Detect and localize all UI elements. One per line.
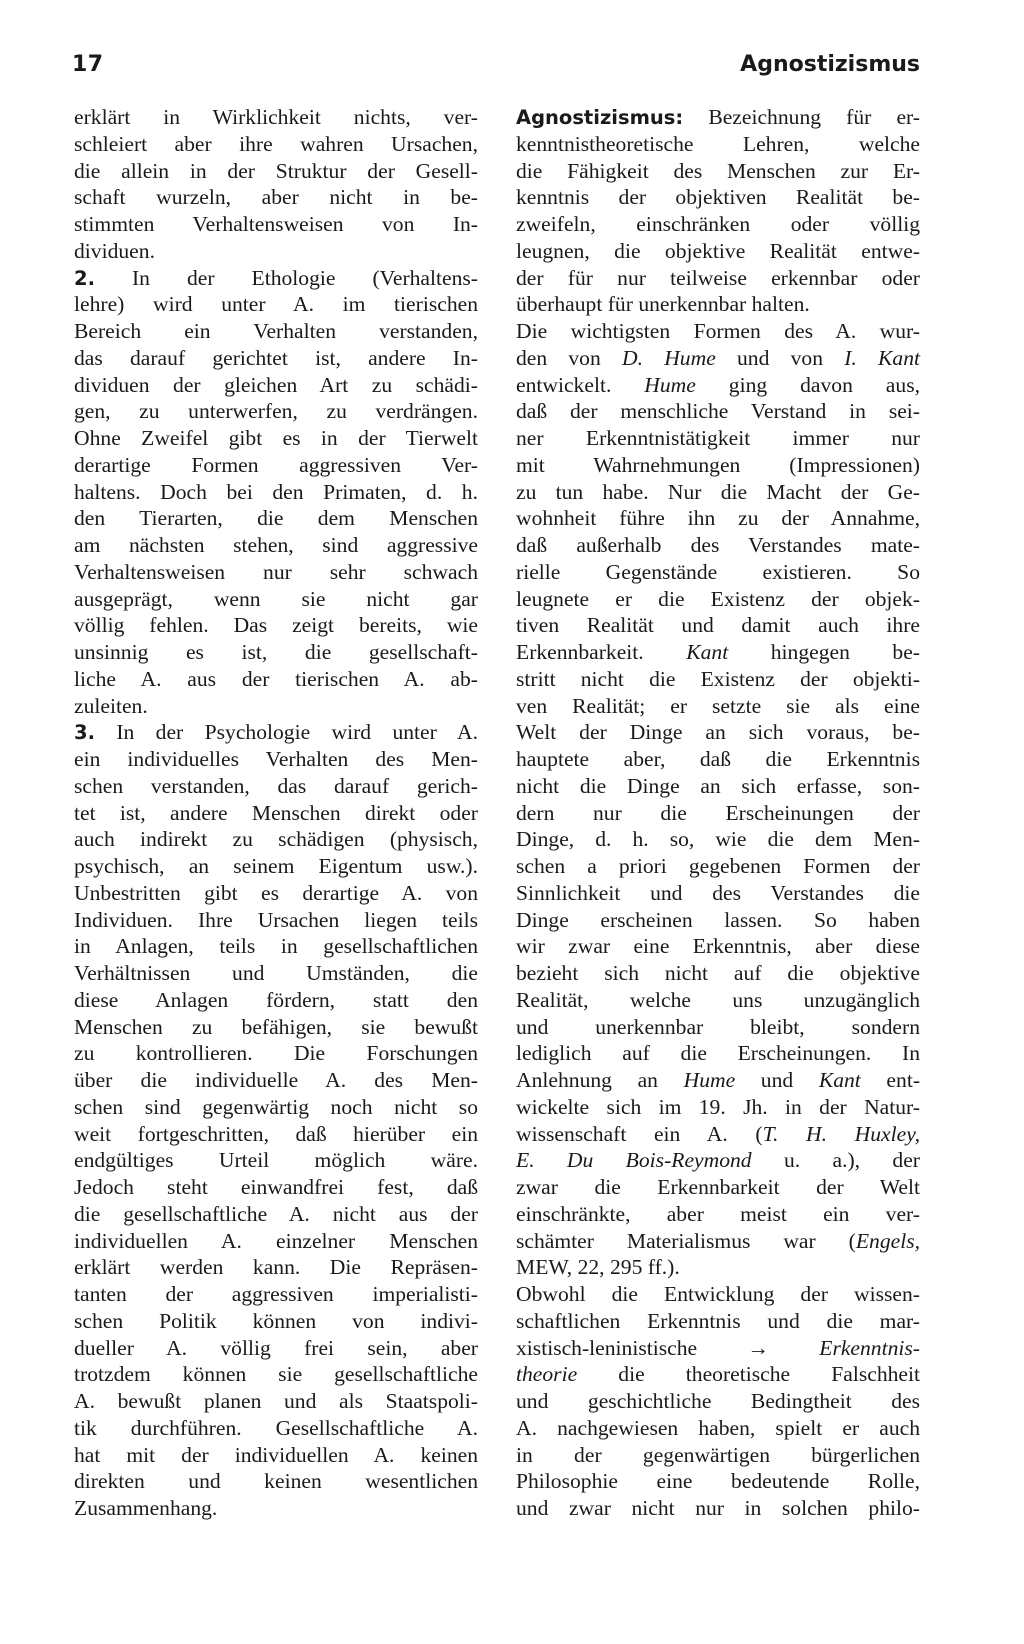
text-run: In der Ethologie (Verhaltens- bbox=[94, 265, 478, 290]
text-run: A. bewußt planen und als Staatspoli- bbox=[74, 1389, 478, 1413]
text-run: in der gegenwärtigen bürgerlichen bbox=[516, 1442, 920, 1467]
text-line bbox=[74, 1281, 478, 1308]
text-run: wohnheit führe ihn zu der Annahme, bbox=[516, 506, 920, 531]
text-line bbox=[74, 372, 478, 399]
text-line bbox=[516, 1361, 920, 1388]
text-run: Bezeichnung für er- bbox=[683, 105, 920, 129]
text-run: Ohne Zweifel gibt es in der Tierwelt bbox=[74, 426, 478, 450]
text-run: Dinge, d. h. so, wie die dem Men- bbox=[516, 827, 920, 852]
text-run: auch indirekt zu schädigen (physisch, bbox=[74, 827, 478, 852]
text-line bbox=[516, 933, 920, 960]
italic-text: Engels, bbox=[855, 1228, 920, 1253]
text-line bbox=[74, 773, 478, 800]
text-run: Bereich ein Verhalten verstanden, bbox=[74, 319, 478, 343]
text-line bbox=[74, 1415, 478, 1442]
text-line bbox=[74, 345, 478, 372]
text-line bbox=[74, 826, 478, 853]
text-line bbox=[516, 1067, 920, 1094]
text-line bbox=[516, 184, 920, 211]
text-line bbox=[74, 1308, 478, 1335]
text-run: wickelte sich im 19. Jh. in der Natur- bbox=[516, 1094, 920, 1119]
text-run: die theoretische Falschheit bbox=[577, 1362, 920, 1387]
italic-text: T. H. Huxley, bbox=[762, 1121, 920, 1146]
text-run: trotzdem können sie gesellschaftliche bbox=[74, 1362, 478, 1387]
bold-text: Agnostizismus: bbox=[516, 106, 684, 129]
text-run: lediglich auf die Erscheinungen. In bbox=[516, 1041, 920, 1066]
left-column bbox=[74, 104, 478, 1522]
text-line bbox=[74, 1388, 478, 1415]
text-line bbox=[74, 639, 478, 666]
text-run: leugnete er die Existenz der objek- bbox=[516, 586, 920, 611]
text-run: und geschichtliche Bedingtheit des bbox=[516, 1389, 920, 1413]
text-run: dividuen der gleichen Art zu schädi- bbox=[74, 372, 478, 397]
text-run: endgültiges Urteil möglich wäre. bbox=[74, 1148, 478, 1173]
text-line bbox=[74, 238, 478, 265]
text-run: schen verstanden, das darauf gerich- bbox=[74, 773, 478, 798]
text-line bbox=[74, 1201, 478, 1228]
text-run: Obwohl die Entwicklung der wissen- bbox=[516, 1282, 920, 1306]
text-line bbox=[516, 987, 920, 1014]
text-line bbox=[516, 693, 920, 720]
text-run: unsinnig es ist, die gesellschaft- bbox=[74, 640, 478, 664]
text-run: ent- bbox=[860, 1068, 921, 1092]
text-run: In der Psychologie wird unter A. bbox=[94, 720, 478, 745]
text-line bbox=[516, 398, 920, 425]
text-line bbox=[516, 880, 920, 907]
text-line bbox=[74, 425, 478, 452]
text-run: hat mit der individuellen A. keinen bbox=[74, 1442, 478, 1467]
text-line bbox=[74, 479, 478, 506]
text-run: Die wichtigsten Formen des A. wur- bbox=[516, 319, 920, 343]
text-line bbox=[74, 532, 478, 559]
text-run: überhaupt für unerkennbar halten. bbox=[516, 292, 810, 317]
text-run: entwickelt. bbox=[516, 372, 645, 397]
text-run: xistisch-leninistische → bbox=[516, 1335, 820, 1360]
text-run: zu kontrollieren. Die Forschungen bbox=[74, 1041, 478, 1066]
text-run: der für nur teilweise erkennbar oder bbox=[516, 265, 920, 290]
text-run: Philosophie eine bedeutende Rolle, bbox=[516, 1469, 920, 1494]
text-run: MEW, 22, 295 ff.). bbox=[516, 1255, 680, 1280]
text-run: weit fortgeschritten, daß hierüber ein bbox=[74, 1121, 478, 1146]
text-line bbox=[516, 1308, 920, 1335]
page-number: 17 bbox=[72, 52, 104, 77]
italic-text: Kant bbox=[686, 640, 729, 664]
text-line bbox=[516, 612, 920, 639]
text-line bbox=[516, 800, 920, 827]
italic-text: Kant bbox=[818, 1068, 861, 1092]
text-run: ging davon aus, bbox=[695, 372, 920, 397]
text-line bbox=[516, 1442, 920, 1469]
text-line bbox=[74, 1468, 478, 1495]
text-run: tanten der aggressiven imperialisti- bbox=[74, 1282, 478, 1306]
text-run: schämter Materialismus war ( bbox=[516, 1228, 856, 1253]
text-line bbox=[74, 1495, 478, 1522]
text-line bbox=[74, 104, 478, 131]
text-line bbox=[74, 800, 478, 827]
text-run: schaftlichen Erkenntnis und die mar- bbox=[516, 1308, 920, 1333]
text-run: erklärt in Wirklichkeit nichts, ver- bbox=[74, 105, 478, 129]
bold-text: 3. bbox=[74, 721, 95, 745]
text-line bbox=[74, 559, 478, 586]
text-run: rielle Gegenstände existieren. So bbox=[516, 559, 920, 584]
text-line bbox=[74, 158, 478, 185]
text-run: und zwar nicht nur in solchen philo- bbox=[516, 1496, 920, 1520]
italic-text: Erkenntnis- bbox=[819, 1335, 920, 1360]
text-line bbox=[74, 265, 478, 292]
running-title: Agnostizismus bbox=[740, 52, 920, 77]
text-line bbox=[516, 1040, 920, 1067]
text-run: Jedoch steht einwandfrei fest, daß bbox=[74, 1175, 478, 1199]
text-run: psychisch, an seinem Eigentum usw.). bbox=[74, 854, 478, 878]
text-line bbox=[516, 1495, 920, 1522]
text-run: und unerkennbar bleibt, sondern bbox=[516, 1014, 920, 1039]
italic-text: theorie bbox=[516, 1362, 578, 1387]
text-line bbox=[74, 1335, 478, 1362]
text-run: daß außerhalb des Verstandes mate- bbox=[516, 533, 920, 557]
text-line bbox=[516, 158, 920, 185]
text-line bbox=[516, 1281, 920, 1308]
text-run: am nächsten stehen, sind aggressive bbox=[74, 533, 478, 557]
text-run: und bbox=[735, 1068, 819, 1092]
text-run: liche A. aus der tierischen A. ab- bbox=[74, 666, 478, 691]
text-run: diese Anlagen fördern, statt den bbox=[74, 987, 478, 1012]
text-line bbox=[516, 505, 920, 532]
text-line bbox=[74, 987, 478, 1014]
text-line bbox=[74, 1040, 478, 1067]
text-run: u. a.), der bbox=[751, 1148, 920, 1173]
text-line bbox=[516, 559, 920, 586]
text-run: dividuen. bbox=[74, 238, 155, 263]
text-run: den von bbox=[516, 345, 622, 370]
text-run: ausgeprägt, wenn sie nicht gar bbox=[74, 586, 478, 611]
text-line bbox=[516, 479, 920, 506]
text-line bbox=[74, 1121, 478, 1148]
text-run: Zusammenhang. bbox=[74, 1496, 218, 1520]
text-line bbox=[74, 853, 478, 880]
text-line bbox=[516, 532, 920, 559]
italic-text: Hume bbox=[683, 1068, 736, 1092]
text-run: ein individuelles Verhalten des Men- bbox=[74, 747, 478, 771]
text-run: Realität, welche uns unzugänglich bbox=[516, 987, 920, 1012]
text-line bbox=[516, 1147, 920, 1174]
text-run: tiven Realität und damit auch ihre bbox=[516, 613, 920, 638]
italic-text: Hume bbox=[644, 372, 696, 397]
text-line bbox=[516, 265, 920, 292]
text-line bbox=[516, 1014, 920, 1041]
text-run: Erkennbarkeit. bbox=[516, 640, 687, 664]
text-run: Unbestritten gibt es derartige A. von bbox=[74, 880, 478, 905]
text-run: dueller A. völlig frei sein, aber bbox=[74, 1335, 478, 1360]
text-line bbox=[516, 746, 920, 773]
text-line bbox=[74, 1361, 478, 1388]
text-line bbox=[516, 104, 920, 131]
text-run: individuellen A. einzelner Menschen bbox=[74, 1228, 478, 1253]
text-run: Dinge erscheinen lassen. So haben bbox=[516, 907, 920, 932]
text-run: wissenschaft ein A. ( bbox=[516, 1121, 763, 1146]
text-run: hingegen be- bbox=[728, 640, 920, 664]
text-run: Verhältnissen und Umständen, die bbox=[74, 961, 478, 985]
text-run: daß der menschliche Verstand in sei- bbox=[516, 399, 920, 424]
text-run: wir zwar eine Erkenntnis, aber diese bbox=[516, 934, 920, 959]
text-line bbox=[516, 131, 920, 158]
text-line bbox=[74, 1067, 478, 1094]
text-line bbox=[516, 1335, 920, 1362]
text-line bbox=[74, 1228, 478, 1255]
text-run: die gesellschaftliche A. nicht aus der bbox=[74, 1201, 478, 1226]
text-run: zweifeln, einschränken oder völlig bbox=[516, 212, 920, 236]
text-line bbox=[74, 719, 478, 746]
text-line bbox=[74, 666, 478, 693]
text-line bbox=[516, 372, 920, 399]
text-line bbox=[74, 398, 478, 425]
italic-text: E. Du Bois-Reymond bbox=[516, 1148, 752, 1173]
text-line bbox=[516, 1201, 920, 1228]
text-run: schleiert aber ihre wahren Ursachen, bbox=[74, 131, 478, 156]
text-line bbox=[516, 238, 920, 265]
text-run: Welt der Dinge an sich voraus, be- bbox=[516, 720, 920, 745]
text-line bbox=[74, 318, 478, 345]
text-line bbox=[516, 291, 920, 318]
text-run: tik durchführen. Gesellschaftliche A. bbox=[74, 1415, 478, 1440]
text-line bbox=[516, 960, 920, 987]
text-line bbox=[516, 211, 920, 238]
text-line bbox=[516, 1468, 920, 1495]
text-line bbox=[516, 907, 920, 934]
text-run: haltens. Doch bei den Primaten, d. h. bbox=[74, 479, 478, 504]
text-line bbox=[74, 452, 478, 479]
text-line bbox=[74, 1442, 478, 1469]
text-run: mit Wahrnehmungen (Impressionen) bbox=[516, 452, 920, 477]
text-run: stimmten Verhaltensweisen von In- bbox=[74, 212, 478, 236]
text-line bbox=[74, 612, 478, 639]
text-line bbox=[516, 1415, 920, 1442]
text-run: zwar die Erkennbarkeit der Welt bbox=[516, 1175, 920, 1199]
text-run: gen, zu unterwerfen, zu verdrängen. bbox=[74, 399, 478, 424]
text-run: Individuen. Ihre Ursachen liegen teils bbox=[74, 907, 478, 932]
text-line bbox=[74, 131, 478, 158]
text-line bbox=[74, 960, 478, 987]
text-run: Verhaltensweisen nur sehr schwach bbox=[74, 559, 478, 584]
text-run: schaft wurzeln, aber nicht in be- bbox=[74, 185, 478, 210]
text-line bbox=[74, 1174, 478, 1201]
text-line bbox=[516, 452, 920, 479]
text-line bbox=[516, 1121, 920, 1148]
text-line bbox=[516, 826, 920, 853]
text-line bbox=[74, 933, 478, 960]
text-run: die allein in der Struktur der Gesell- bbox=[74, 158, 478, 183]
text-line bbox=[516, 719, 920, 746]
text-line bbox=[74, 693, 478, 720]
bold-text: 2. bbox=[74, 266, 95, 290]
text-run: direkten und keinen wesentlichen bbox=[74, 1469, 478, 1494]
text-run: das darauf gerichtet ist, andere In- bbox=[74, 345, 478, 370]
text-line bbox=[516, 425, 920, 452]
text-line bbox=[516, 318, 920, 345]
text-run: leugnen, die objektive Realität entwe- bbox=[516, 238, 920, 263]
text-run: schen sind gegenwärtig noch nicht so bbox=[74, 1094, 478, 1119]
text-run: schen Politik können von indivi- bbox=[74, 1308, 478, 1333]
text-run: Anlehnung an bbox=[516, 1068, 684, 1092]
text-line bbox=[516, 345, 920, 372]
text-run: A. nachgewiesen haben, spielt er auch bbox=[516, 1415, 920, 1440]
text-line bbox=[516, 666, 920, 693]
text-run: völlig fehlen. Das zeigt bereits, wie bbox=[74, 613, 478, 638]
text-run: nicht die Dinge an sich erfasse, son- bbox=[516, 773, 920, 798]
text-line bbox=[74, 586, 478, 613]
text-line bbox=[74, 907, 478, 934]
italic-text: I. Kant bbox=[844, 345, 920, 370]
text-line bbox=[516, 586, 920, 613]
italic-text: D. Hume bbox=[622, 345, 716, 370]
text-run: über die individuelle A. des Men- bbox=[74, 1068, 478, 1092]
text-line bbox=[74, 184, 478, 211]
text-line bbox=[516, 1254, 920, 1281]
text-run: schen a priori gegebenen Formen der bbox=[516, 854, 920, 878]
text-line bbox=[74, 1094, 478, 1121]
text-line bbox=[74, 211, 478, 238]
text-line bbox=[74, 1014, 478, 1041]
text-run: bezieht sich nicht auf die objektive bbox=[516, 961, 920, 985]
text-run: zu tun habe. Nur die Macht der Ge- bbox=[516, 479, 920, 504]
text-line bbox=[74, 1147, 478, 1174]
text-line bbox=[516, 639, 920, 666]
text-run: hauptete aber, daß die Erkenntnis bbox=[516, 747, 920, 771]
text-line bbox=[74, 291, 478, 318]
text-line bbox=[74, 1254, 478, 1281]
right-column bbox=[516, 104, 920, 1522]
text-line bbox=[516, 1094, 920, 1121]
text-run: einschränkte, aber meist ein ver- bbox=[516, 1201, 920, 1226]
text-run: ven Realität; er setzte sie als eine bbox=[516, 693, 920, 718]
text-run: kenntnistheoretische Lehren, welche bbox=[516, 131, 920, 156]
text-line bbox=[516, 1388, 920, 1415]
text-run: die Fähigkeit des Menschen zur Er- bbox=[516, 158, 920, 183]
text-line bbox=[516, 853, 920, 880]
text-run: lehre) wird unter A. im tierischen bbox=[74, 292, 478, 317]
text-run: und von bbox=[715, 345, 845, 370]
text-line bbox=[516, 773, 920, 800]
text-run: Menschen zu befähigen, sie bewußt bbox=[74, 1014, 478, 1039]
text-run: Sinnlichkeit und des Verstandes die bbox=[516, 880, 920, 905]
text-run: kenntnis der objektiven Realität be- bbox=[516, 185, 920, 210]
text-line bbox=[516, 1228, 920, 1255]
text-run: stritt nicht die Existenz der objekti- bbox=[516, 666, 920, 691]
text-line bbox=[516, 1174, 920, 1201]
text-run: dern nur die Erscheinungen der bbox=[516, 800, 920, 825]
text-line bbox=[74, 505, 478, 532]
text-run: zuleiten. bbox=[74, 693, 148, 718]
text-run: in Anlagen, teils in gesellschaftlichen bbox=[74, 934, 478, 959]
text-line bbox=[74, 746, 478, 773]
text-run: erklärt werden kann. Die Repräsen- bbox=[74, 1255, 478, 1280]
text-run: tet ist, andere Menschen direkt oder bbox=[74, 800, 478, 825]
text-run: derartige Formen aggressiven Ver- bbox=[74, 452, 478, 477]
text-run: den Tierarten, die dem Menschen bbox=[74, 506, 478, 531]
text-run: ner Erkenntnistätigkeit immer nur bbox=[516, 426, 920, 450]
text-line bbox=[74, 880, 478, 907]
